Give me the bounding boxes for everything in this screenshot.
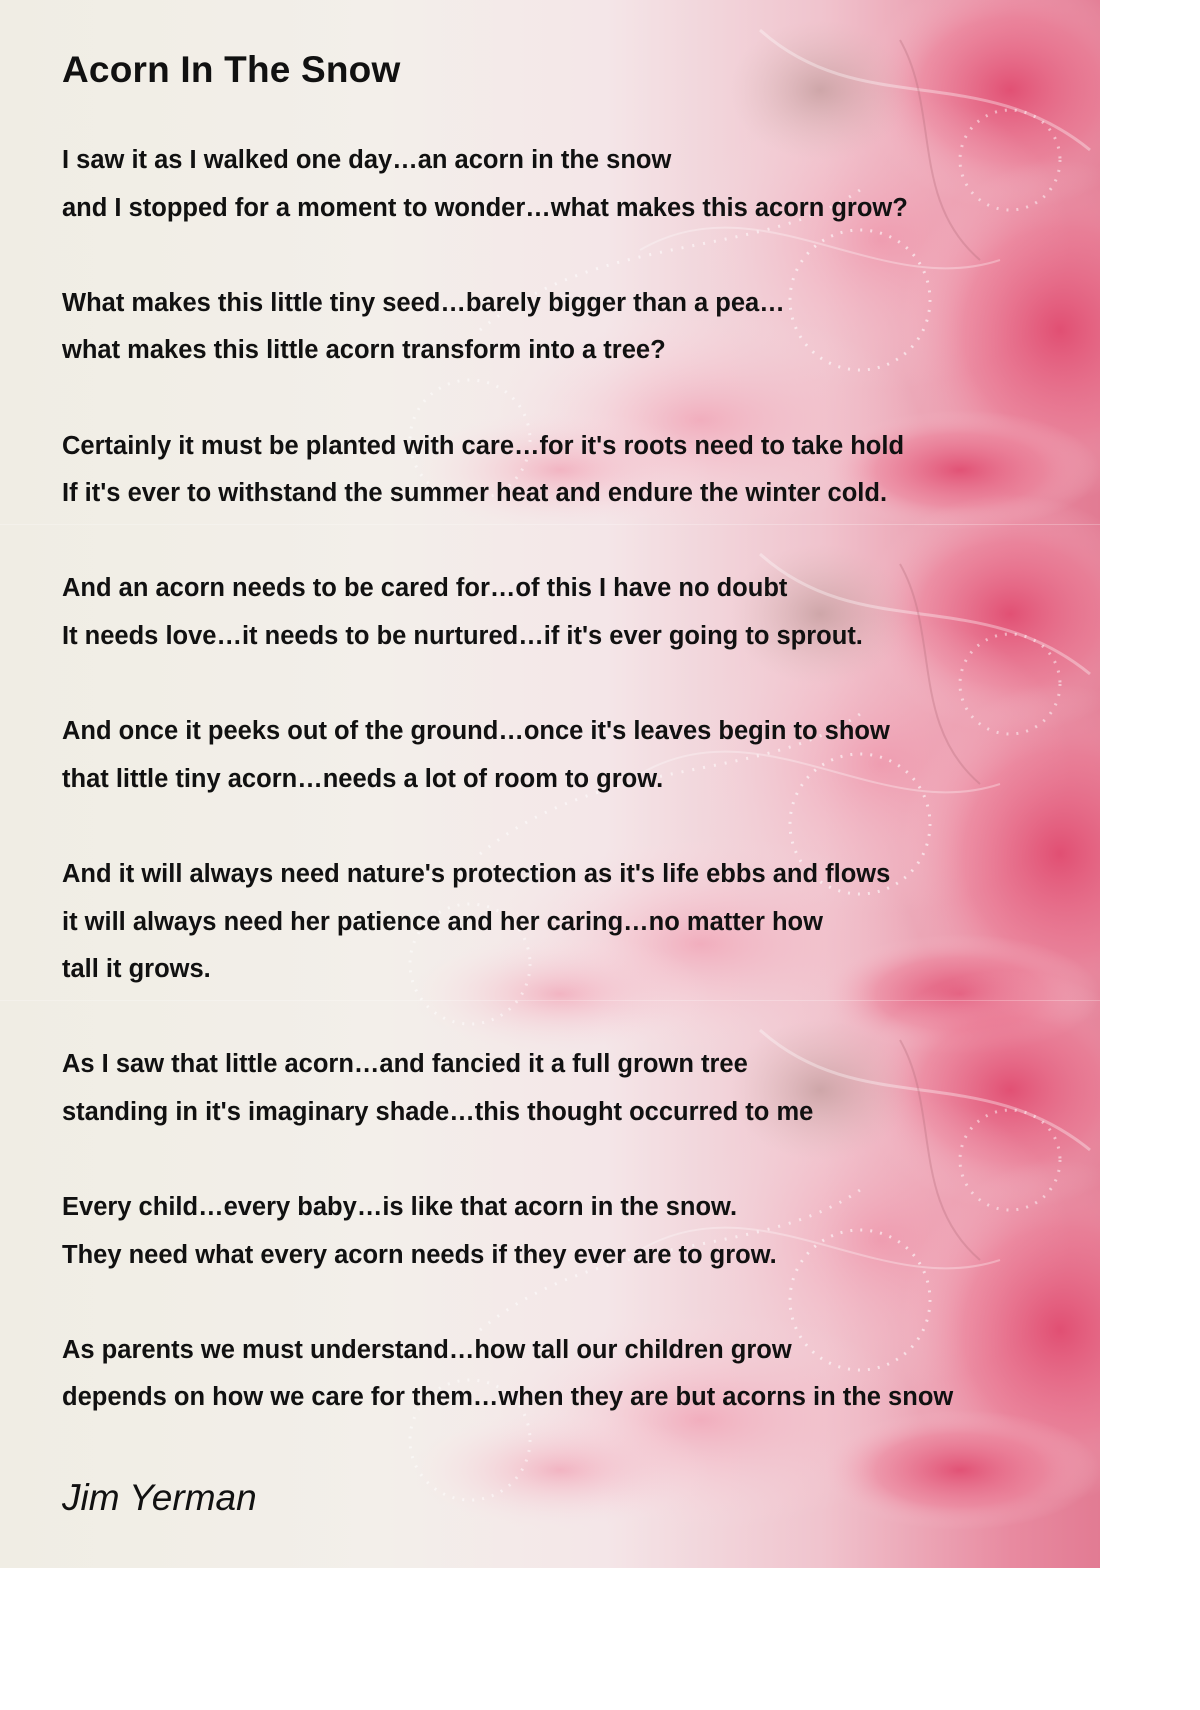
poem-line: tall it grows. (62, 955, 211, 984)
poem-author: Jim Yerman (62, 1477, 257, 1518)
poem-line: what makes this little acorn transform into a tree? (62, 336, 666, 365)
poem-line: It needs love…it needs to be nurtured…if it's ever going to sprout. (62, 621, 863, 650)
poem-line: depends on how we care for them…when they are but acorns in the snow (62, 1383, 954, 1412)
poem-line: I saw it as I walked one day…an acorn in the snow (62, 146, 672, 174)
poem-stanza (62, 1041, 1100, 1136)
poem-stanza (62, 851, 1100, 994)
poem-line: What makes this little tiny seed…barely bigger than a pea… (62, 288, 785, 317)
poem-line: And an acorn needs to be cared for…of this I have no doubt (62, 574, 788, 603)
poem-title: Acorn In The Snow (62, 49, 401, 90)
poem-line: Certainly it must be planted with care…for it's roots need to take hold (62, 431, 905, 460)
poem-line: They need what every acorn needs if they ever are to grow. (62, 1240, 777, 1269)
poem-stanza (62, 708, 1100, 803)
poem-line: If it's ever to withstand the summer heat and endure the winter cold. (62, 479, 888, 508)
poem-line: Every child…every baby…is like that acorn in the snow. (62, 1193, 738, 1222)
poem-line: And once it peeks out of the ground…once it's leaves begin to show (62, 717, 890, 746)
poem-line: it will always need her patience and her caring…no matter how (62, 907, 823, 936)
poem-line: standing in it's imaginary shade…this thought occurred to me (62, 1097, 814, 1126)
poem-stanza (62, 1184, 1100, 1279)
poem-stanza (62, 423, 1100, 518)
poem-stanza (62, 280, 1100, 375)
poem-line: As I saw that little acorn…and fancied it a full grown tree (62, 1050, 748, 1079)
poem-stanza (62, 565, 1100, 660)
poem-line: And it will always need nature's protection as it's life ebbs and flows (62, 859, 891, 888)
poem-line: As parents we must understand…how tall our children grow (62, 1335, 792, 1364)
poem-line: and I stopped for a moment to wonder…what makes this acorn grow? (62, 193, 908, 222)
poem-line: that little tiny acorn…needs a lot of room to grow. (62, 764, 664, 793)
poem-stanza (62, 137, 1100, 232)
poem-stanza (62, 1327, 1100, 1422)
poem-body (62, 137, 1100, 1470)
